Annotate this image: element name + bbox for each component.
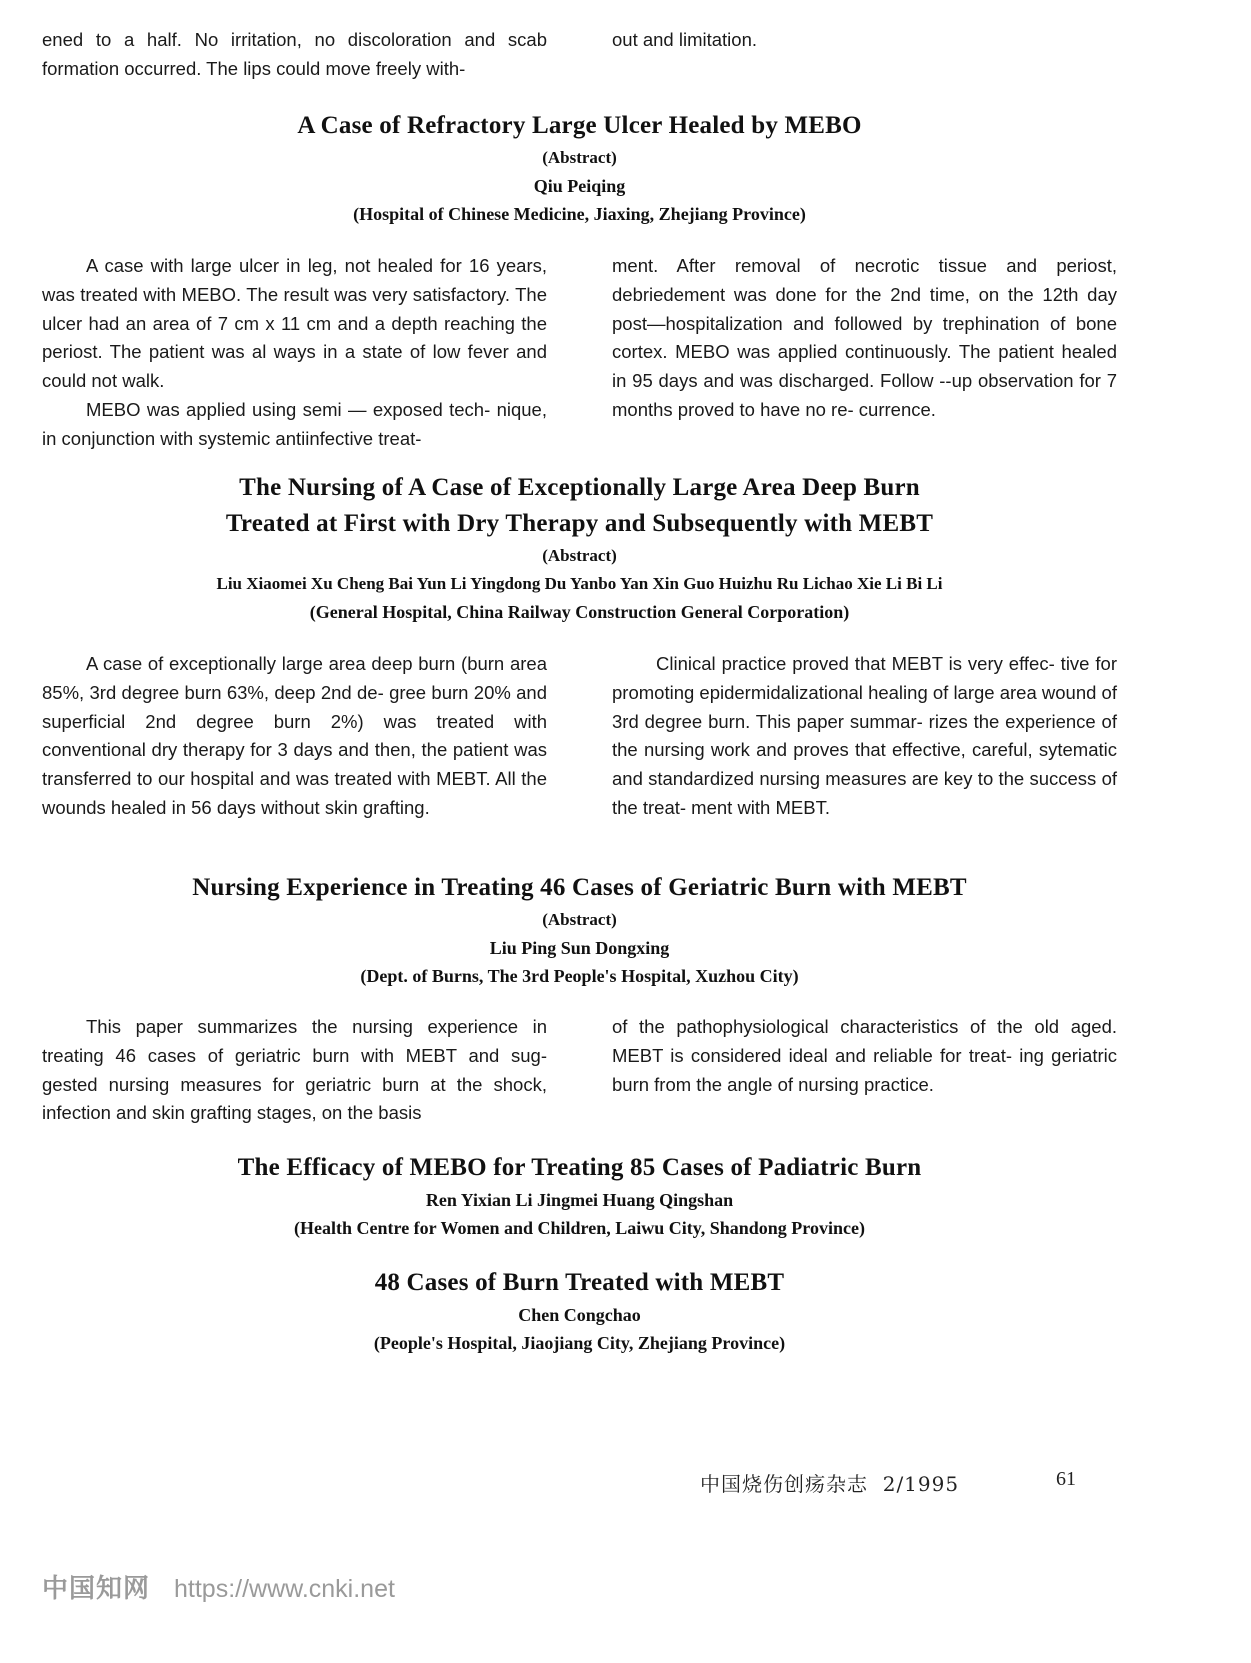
article-3-title: Nursing Experience in Treating 46 Cases of Geriatric Burn with MEBT: [192, 874, 967, 901]
article-1-title: A Case of Refractory Large Ulcer Healed by MEBO: [297, 112, 862, 139]
article-2-affiliation: (General Hospital, China Railway Construction General Corporation): [309, 602, 850, 622]
continued-text: [42, 26, 1117, 84]
article-4-heading: [42, 1150, 1117, 1242]
article-3-paragraph: This paper summarizes the nursing experience in treating 46 cases of geriatric burn with MEBT and sug- gested nursing measures for geriatric burn at the shock, infection and skin grafting stages, on the basis: [42, 1016, 547, 1124]
article-3-right-column: [612, 1013, 1117, 1128]
article-5-heading: [42, 1265, 1117, 1357]
article-1-paragraph: A case with large ulcer in leg, not healed for 16 years, was treated with MEBO. The result was very satisfactory. The ulcer had an area of 7 cm x 11 cm and a depth reaching the periost. The patient was al ways in a state of low fever and could not walk.: [42, 255, 547, 392]
article-1-right-column: [612, 252, 1117, 454]
journal-name: 中国烧伤创疡杂志 2/1995: [700, 1472, 960, 1496]
page-number: 61: [1056, 1468, 1076, 1490]
article-3-affiliation: (Dept. of Burns, The 3rd People's Hospital, Xuzhou City): [360, 966, 799, 986]
cnki-logo: 中国知网: [42, 1574, 151, 1604]
article-2-authors: Liu Xiaomei Xu Cheng Bai Yun Li Yingdong Du Yanbo Yan Xin Guo Huizhu Ru Lichao Xie Li Bi Li: [216, 574, 943, 593]
article-3-left-column: [42, 1013, 547, 1128]
article-1-abstract-label: (Abstract): [542, 148, 617, 167]
article-4-affiliation: (Health Centre for Women and Children, Laiwu City, Shandong Province): [294, 1218, 865, 1238]
article-1-heading: [42, 108, 1117, 228]
continued-right-paragraph: out and limitation.: [612, 29, 758, 50]
cnki-url[interactable]: https://www.cnki.net: [174, 1575, 395, 1603]
article-4-title: The Efficacy of MEBO for Treating 85 Cases of Padiatric Burn: [237, 1154, 922, 1181]
article-1-paragraph: ment. After removal of necrotic tissue and periost, debriedement was done for the 2nd time, on the 12th day post—hospitalization and followed by trephination of bone cortex. MEBO was applied continuously. The patient healed in 95 days and was discharged. Follow --up observation for 7 months proved to have no re- currence.: [612, 255, 1117, 420]
article-2-paragraph: A case of exceptionally large area deep burn (burn area 85%, 3rd degree burn 63%, deep 2nd de- gree burn 20% and superficial 2nd degree burn 2%) was treated with conventional dry therapy for 3 days and then, the patient was transferred to our hospital and was treated with MEBT. All the wounds healed in 56 days without skin grafting.: [42, 653, 547, 818]
article-5-affiliation: (People's Hospital, Jiaojiang City, Zhejiang Province): [373, 1333, 786, 1353]
article-5-authors: Chen Congchao: [518, 1305, 641, 1325]
article-1-left-column: [42, 252, 547, 454]
article-2-abstract-label: (Abstract): [542, 546, 617, 565]
article-5-title: 48 Cases of Burn Treated with MEBT: [374, 1269, 785, 1296]
article-3-heading: [42, 870, 1117, 990]
article-1-affiliation: (Hospital of Chinese Medicine, Jiaxing, Zhejiang Province): [353, 204, 806, 224]
article-2-title-line: Treated at First with Dry Therapy and Subsequently with MEBT: [225, 510, 934, 537]
continued-right-column: [612, 26, 1117, 84]
article-1-paragraph: MEBO was applied using semi — exposed tech- nique, in conjunction with systemic antiinfective treat-: [42, 398, 547, 449]
article-2-left-column: [42, 650, 547, 823]
article-2-title-line: The Nursing of A Case of Exceptionally Large Area Deep Burn: [239, 474, 920, 501]
article-2-body: [42, 650, 1117, 823]
continued-left-column: [42, 26, 547, 84]
article-2-heading: [42, 470, 1117, 626]
article-3-paragraph: of the pathophysiological characteristics of the old aged. MEBT is considered ideal and reliable for treat- ing geriatric burn from the angle of nursing practice.: [612, 1016, 1117, 1095]
article-3-abstract-label: (Abstract): [542, 910, 617, 929]
article-1-body: [42, 252, 1117, 454]
article-1-authors: Qiu Peiqing: [533, 176, 626, 196]
article-2-right-column: [612, 650, 1117, 823]
watermark: [42, 1568, 395, 1605]
article-4-authors: Ren Yixian Li Jingmei Huang Qingshan: [425, 1190, 734, 1210]
article-2-paragraph: Clinical practice proved that MEBT is very effec- tive for promoting epidermidalizational healing of large area wound of 3rd degree burn. This paper summar- rizes the experience of the nursing work and proves that effective, careful, sytematic and standardized nursing measures are key to the success of the treat- ment with MEBT.: [612, 653, 1117, 818]
article-3-body: [42, 1013, 1117, 1128]
article-3-authors: Liu Ping Sun Dongxing: [489, 938, 670, 958]
continued-left-paragraph: ened to a half. No irritation, no discoloration and scab formation occurred. The lips could move freely with-: [42, 29, 547, 79]
